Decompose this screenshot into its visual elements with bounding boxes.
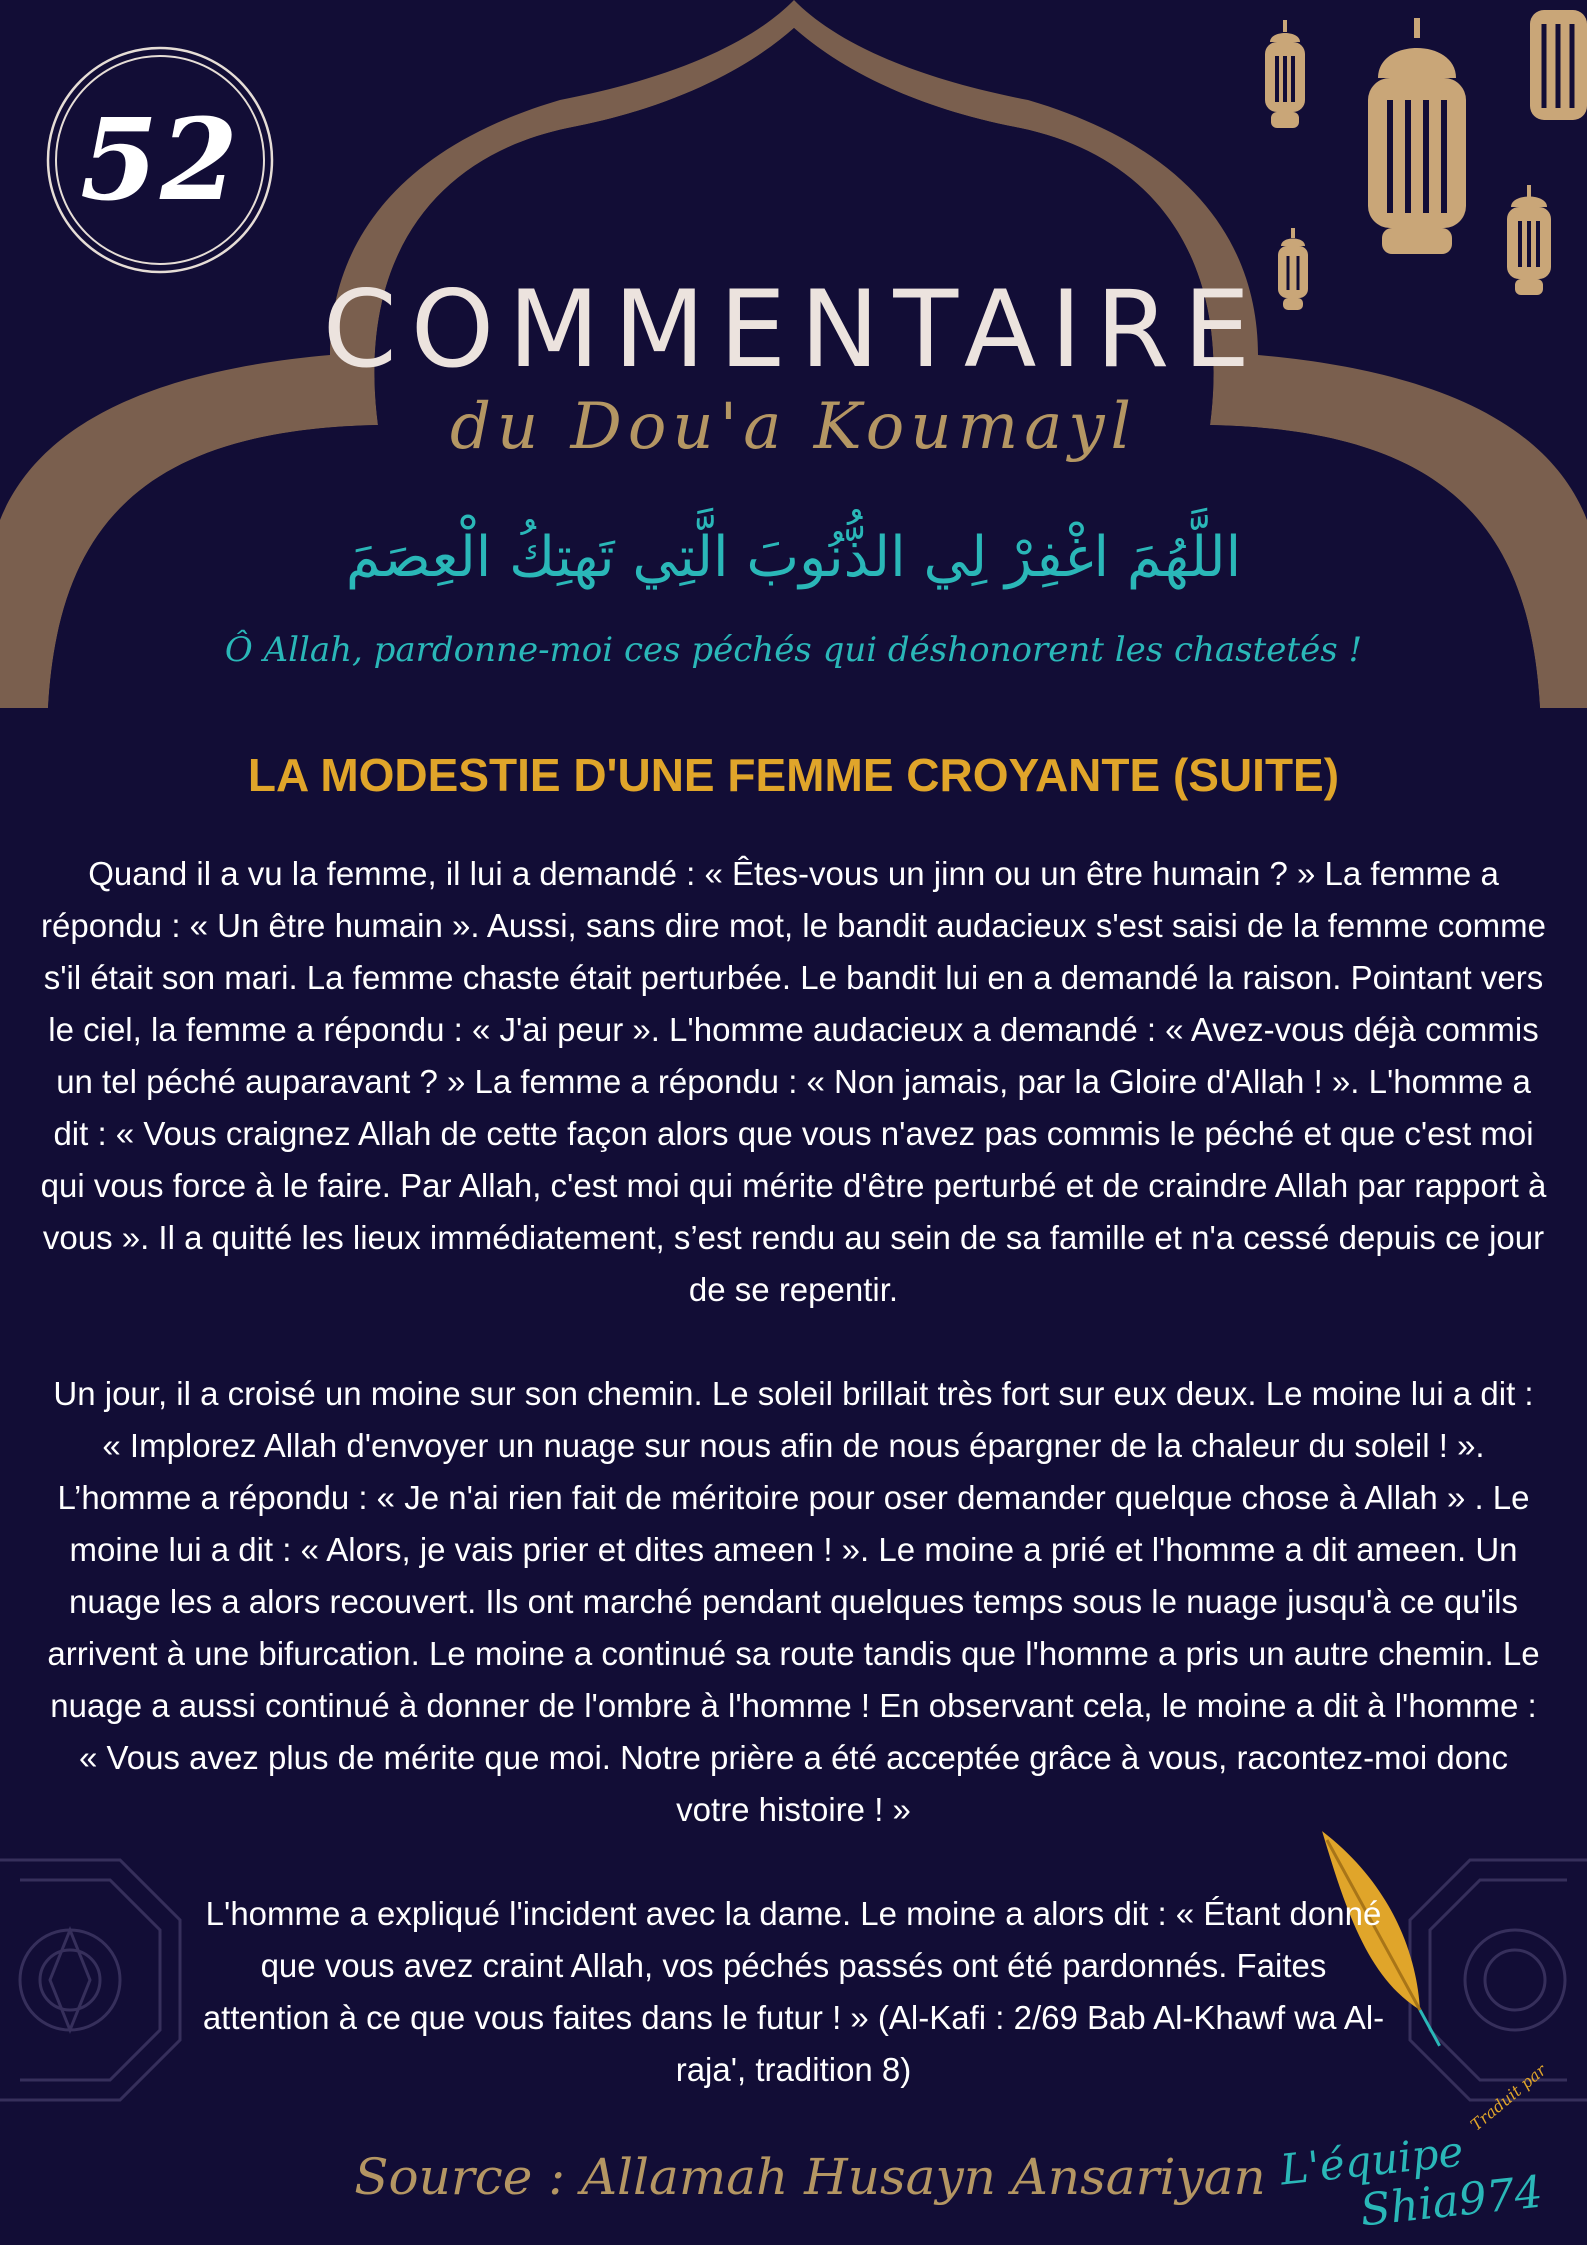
page-subtitle: du Dou'a Koumayl bbox=[450, 390, 1137, 464]
arabic-verse: اللَّهُمَ اغْفِرْ لِي الذُّنُوبَ الَّتِي تَهتِكُ الْعِصَمَ bbox=[345, 525, 1242, 590]
episode-number: 52 bbox=[80, 94, 240, 226]
source-credit: Source : Allamah Husayn Ansariyan bbox=[354, 2148, 1266, 2206]
verse-translation: Ô Allah, pardonne-moi ces péchés qui déshonorent les chastetés ! bbox=[224, 630, 1363, 670]
signature-line1: L'équipe bbox=[1277, 2126, 1466, 2195]
section-heading: LA MODESTIE D'UNE FEMME CROYANTE (SUITE) bbox=[247, 749, 1340, 801]
page-title: COMMENTAIRE bbox=[322, 268, 1265, 391]
body-paragraph: L'homme a expliqué l'incident avec la dame. Le moine a alors dit : « Étant donné que vous avez craint Allah, vos péchés passés ont été pardonnés. Faites attention à ce que vous faites dans le futur ! » (Al-Kafi : 2/69 Bab Al-Khawf wa Al-raja', tradition 8) bbox=[202, 1895, 1385, 2088]
body-paragraph: Un jour, il a croisé un moine sur son chemin. Le soleil brillait très fort sur eux deux. Le moine lui a dit : « Implorez Allah d'envoyer un nuage sur nous afin de nous épargner de la chaleur du soleil ! ». L’homme a répondu : « Je n'ai rien fait de méritoire pour oser demander quelque chose à Allah » . Le moine lui a dit : « Alors, je vais prier et dites ameen ! ». Le moine a prié et l'homme a dit ameen. Un nuage les a alors recouvert. Ils ont marché pendant quelques temps sous le nuage jusqu'à ce qu'ils arrivent à une bifurcation. Le moine a continué sa route tandis que l'homme a pris un autre chemin. Le nuage a aussi continué à donner de l'ombre à l'homme ! En observant cela, le moine a dit à l'homme : « Vous avez plus de mérite que moi. Notre prière a été acceptée grâce à vous, racontez-moi donc votre histoire ! » bbox=[47, 1375, 1540, 1828]
translator-signature bbox=[1277, 2060, 1580, 2240]
signature-small-label: Traduit par bbox=[1466, 2060, 1550, 2135]
body-paragraph: Quand il a vu la femme, il lui a demandé : « Êtes-vous un jinn ou un être humain ? » La femme a répondu : « Un être humain ». Aussi, sans dire mot, le bandit audacieux s'est saisi de la femme comme s'il était son mari. La femme chaste était perturbée. Le bandit lui en a demandé la raison. Pointant vers le ciel, la femme a répondu : « J'ai peur ». L'homme audacieux a demandé : « Avez-vous déjà commis un tel péché auparavant ? » La femme a répondu : « Non jamais, par la Gloire d'Allah ! ». L'homme a dit : « Vous craignez Allah de cette façon alors que vous n'avez pas commis le péché et que c'est moi qui vous force à le faire. Par Allah, c'est moi qui mérite d'être perturbé et de craindre Allah par rapport à vous ». Il a quitté les lieux immédiatement, s’est rendu au sein de sa famille et n'a cessé depuis ce jour de se repentir. bbox=[40, 855, 1547, 1308]
signature-line2: Shia974 bbox=[1357, 2166, 1545, 2237]
